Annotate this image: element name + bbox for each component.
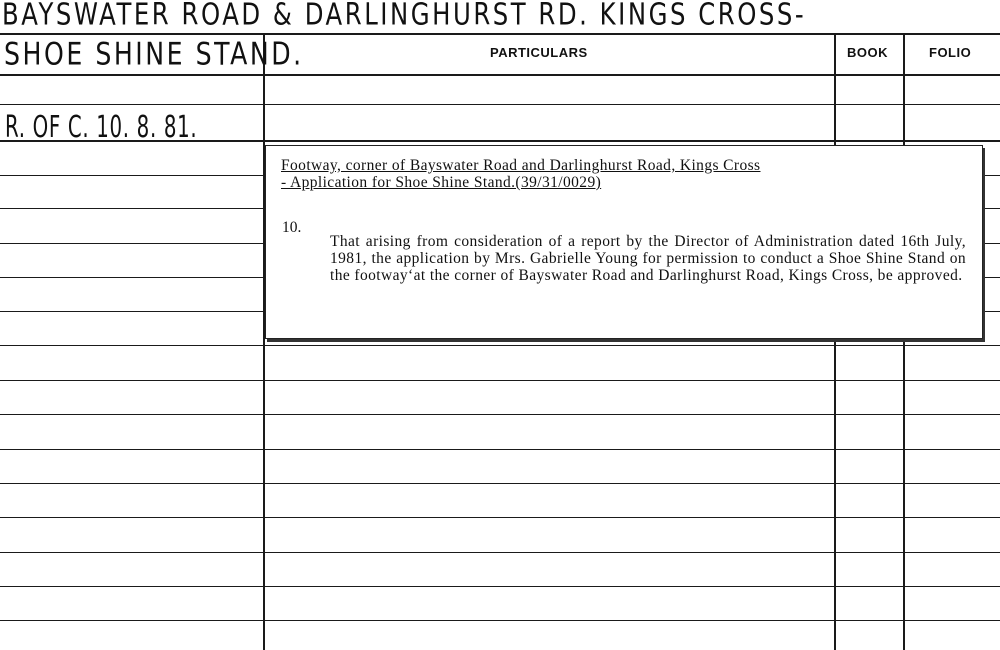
clipping-title [281,157,971,191]
rule-top [0,33,1000,35]
rule-line [0,586,1000,587]
clipping-item-number: 10. [282,219,302,236]
rule-line [0,517,1000,518]
rule-header-bottom [0,74,1000,76]
card-title-line1: BAYSWATER ROAD & DARLINGHURST RD. KINGS CROSS- [2,0,807,32]
rule-line [0,483,1000,484]
rule-line [0,414,1000,415]
rule-line [0,380,1000,381]
column-header-book: BOOK [847,45,888,60]
clipping-title-line2: - Application for Shoe Shine Stand.(39/31/0029) [281,174,602,191]
reference-note: R. OF C. 10. 8. 81. [5,109,198,145]
column-header-particulars: PARTICULARS [490,45,588,60]
column-divider-particulars [263,34,265,650]
rule-line [0,552,1000,553]
column-divider-folio [903,34,905,650]
rule-line [0,620,1000,621]
pasted-minute-clipping [265,145,983,339]
column-header-folio: FOLIO [929,45,972,60]
card-title-line2: SHOE SHINE STAND. [4,36,304,73]
rule-line [0,345,1000,346]
rule-line [0,449,1000,450]
rule-line [0,104,1000,105]
clipping-resolution-text: That arising from consideration of a report by the Director of Administration dated 16th July, 1981, the application by Mrs. Gabrielle Young for permission to conduct a Shoe Shine Stand on the footway‘at the corner of Bayswater Road and Darlinghurst Road, Kings Cross, be approved. [330,233,966,284]
column-divider-book [834,34,836,650]
clipping-title-line1: Footway, corner of Bayswater Road and Darlinghurst Road, Kings Cross [281,157,761,174]
